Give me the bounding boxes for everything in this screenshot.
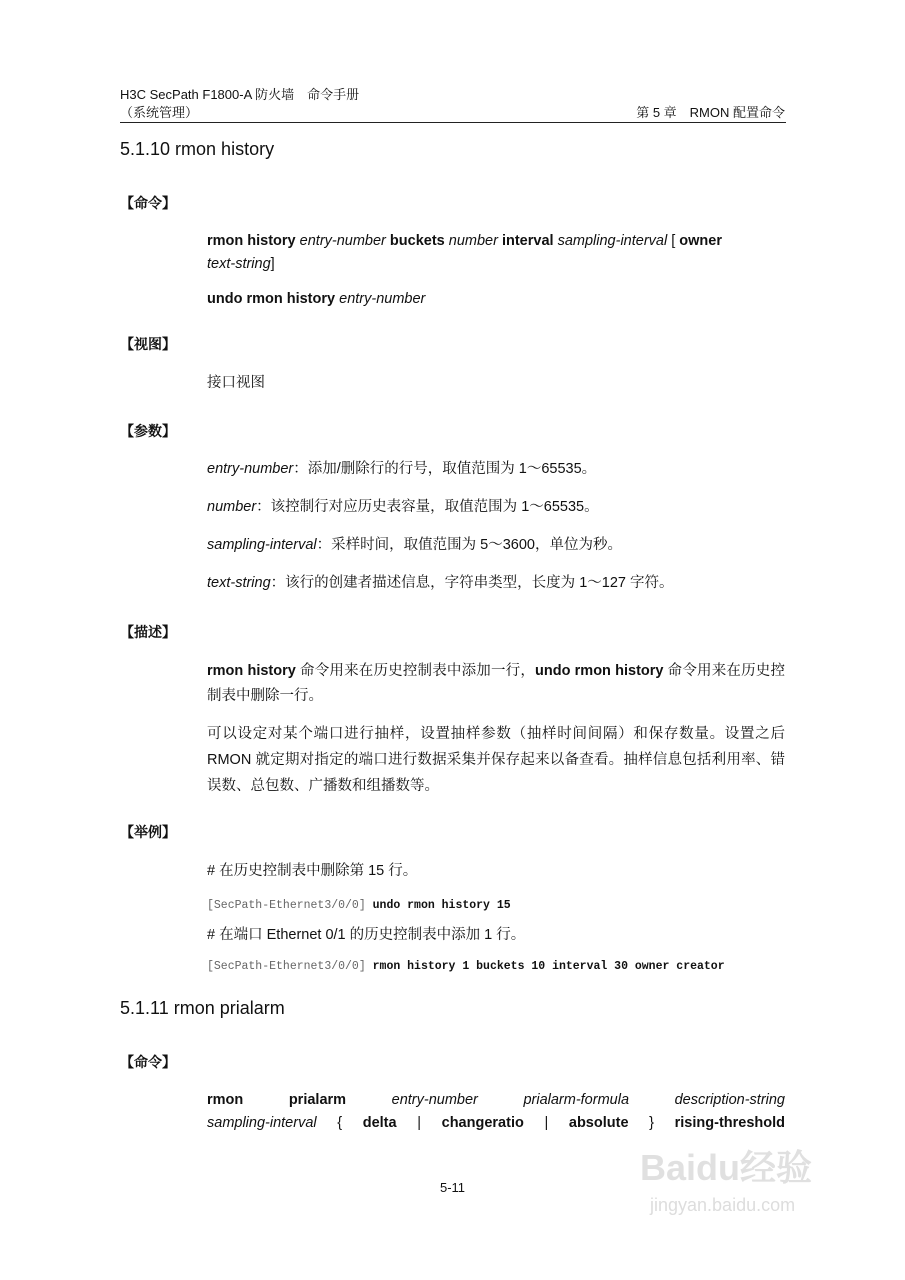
command-syntax-line: sampling-interval { delta | changeratio | absolute } rising-threshold [207, 1115, 786, 1131]
desc-paragraph: rmon history 命令用来在历史控制表中添加一行，undo rmon history 命令用来在历史控制表中删除一行。 [207, 663, 785, 704]
header-rule [120, 122, 786, 123]
code-line: [SecPath-Ethernet3/0/0] undo rmon history 15 [207, 899, 511, 912]
command-label: 【命令】 [120, 1054, 176, 1070]
example-comment: # 在端口 Ethernet 0/1 的历史控制表中添加 1 行。 [207, 927, 526, 943]
desc-label: 【描述】 [120, 624, 176, 640]
command-syntax: rmon history entry-number buckets number interval sampling-interval [ owner text-string] [207, 233, 722, 272]
desc-paragraph: 可以设定对某个端口进行抽样，设置抽样参数（抽样时间间隔）和保存数量。设置之后 RMON 就定期对指定的端口进行数据采集并保存起来以备查看。抽样信息包括利用率、错误数、总包数、广播数和组播数等。 [207, 726, 785, 794]
code-line: [SecPath-Ethernet3/0/0] rmon history 1 buckets 10 interval 30 owner creator [207, 960, 725, 973]
section-heading: 5.1.10 rmon history [120, 139, 275, 159]
header-title: H3C SecPath F1800-A 防火墙 命令手册 [120, 87, 360, 102]
view-text: 接口视图 [207, 375, 265, 391]
section-heading: 5.1.11 rmon prialarm [120, 998, 285, 1018]
view-label: 【视图】 [120, 336, 176, 352]
page-number: 5-11 [439, 1180, 466, 1195]
param-item: text-string：该行的创建者描述信息，字符串类型，长度为 1～127 字符。 [207, 575, 674, 591]
param-item: entry-number：添加/删除行的行号，取值范围为 1～65535。 [207, 461, 597, 477]
header-subtitle: （系统管理） [120, 105, 199, 120]
example-comment: # 在历史控制表中删除第 15 行。 [207, 863, 418, 879]
baidu-watermark-url: jingyan.baidu.com [650, 1195, 796, 1215]
param-item: number：该控制行对应历史表容量，取值范围为 1～65535。 [207, 499, 599, 515]
param-label: 【参数】 [120, 423, 176, 439]
baidu-watermark-logo: Baidu经验 [640, 1147, 813, 1188]
command-label: 【命令】 [120, 195, 176, 211]
header-chapter: 第 5 章 RMON 配置命令 [636, 105, 785, 120]
command-syntax-line: rmon prialarm entry-number prialarm-formula description-string [207, 1092, 786, 1108]
undo-syntax: undo rmon history entry-number [207, 291, 426, 307]
example-label: 【举例】 [120, 824, 176, 840]
param-item: sampling-interval：采样时间，取值范围为 5～3600，单位为秒。 [207, 537, 622, 553]
